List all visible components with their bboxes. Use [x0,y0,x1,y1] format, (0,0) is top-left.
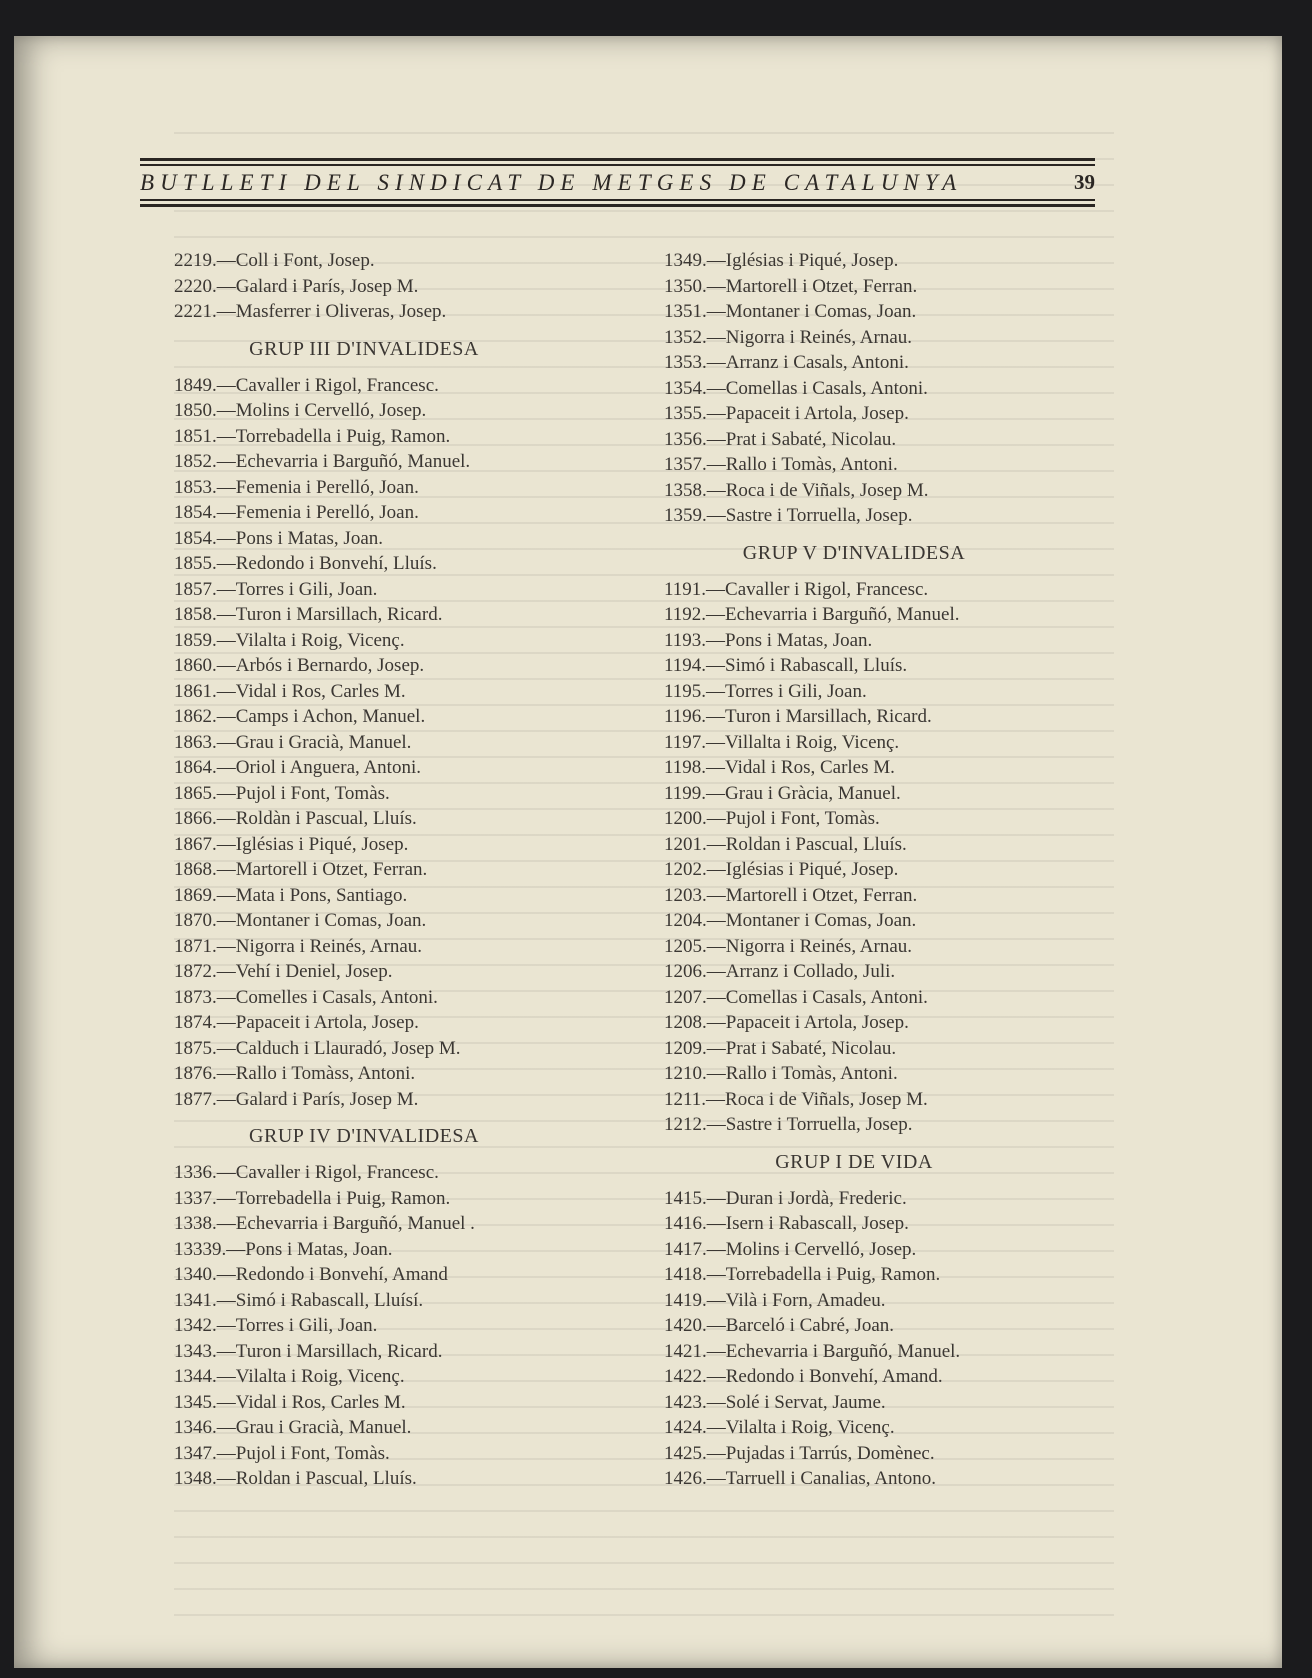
list-item: 1854.—Femenia i Perelló, Joan. [174,502,419,523]
list-item: 1200.—Pujol i Font, Tomàs. [664,808,880,829]
list-item: 1423.—Solé i Servat, Jaume. [664,1391,886,1413]
list-item: 1345.—Vidal i Ros, Carles M. [174,1391,406,1413]
list-item: 1867.—Iglésias i Piqué, Josep. [174,833,409,855]
list-item: 1196.—Turon i Marsillach, Ricard. [664,706,932,727]
list-item: 1203.—Martorell i Otzet, Ferran. [664,884,918,906]
list-item: 1209.—Prat i Sabaté, Nicolau. [664,1037,897,1059]
list-item: 1416.—Isern i Rabascall, Josep. [664,1213,909,1234]
list-item: 1859.—Vilalta i Roig, Vicenç. [174,629,405,651]
list-item: 1192.—Echevarria i Barguñó, Manuel. [664,604,960,625]
section-heading: GRUP V D'INVALIDESA [742,541,966,564]
list-item: 1202.—Iglésias i Piqué, Josep. [664,859,899,880]
list-item: 1194.—Simó i Rabascall, Lluís. [664,655,908,676]
list-item: 1205.—Nigorra i Reinés, Arnau. [664,935,913,957]
list-item: 1860.—Arbós i Bernardo, Josep. [174,655,425,676]
list-item: 1868.—Martorell i Otzet, Ferran. [174,859,428,880]
list-item: 1337.—Torrebadella i Puig, Ramon. [174,1187,451,1209]
list-item: 2221.—Masferrer i Oliveras, Josep. [174,301,447,322]
list-item: 1871.—Nigorra i Reinés, Arnau. [174,935,423,957]
list-item: 1352.—Nigorra i Reinés, Arnau. [664,326,913,348]
list-item: 1199.—Grau i Gràcia, Manuel. [664,782,901,804]
list-item: 1359.—Sastre i Torruella, Josep. [664,505,913,526]
page-number: 39 [1074,170,1095,194]
list-item: 1854.—Pons i Matas, Joan. [174,527,383,549]
list-item: 1340.—Redondo i Bonvehí, Amand [174,1264,448,1285]
header-rule-bottom [140,204,1095,207]
running-header [140,126,1095,216]
list-item: 1342.—Torres i Gili, Joan. [174,1315,378,1336]
list-item: 1421.—Echevarria i Barguñó, Manuel. [664,1340,961,1362]
list-item: 1336.—Cavaller i Rigol, Francesc. [174,1162,439,1183]
list-item: 1849.—Cavaller i Rigol, Francesc. [174,374,439,396]
list-item: 2219.—Coll i Font, Josep. [174,250,375,271]
list-item: 1358.—Roca i de Viñals, Josep M. [664,479,929,501]
list-item: 1861.—Vidal i Ros, Carles M. [174,680,406,702]
section-heading: GRUP I DE VIDA [775,1150,933,1173]
list-item: 1419.—Vilà i Forn, Amadeu. [664,1289,886,1311]
list-item: 1855.—Redondo i Bonvehí, Lluís. [174,553,437,574]
list-item: 1191.—Cavaller i Rigol, Francesc. [664,578,929,600]
list-item: 1211.—Roca i de Viñals, Josep M. [664,1088,928,1110]
list-item: 1198.—Vidal i Ros, Carles M. [664,757,895,778]
list-item: 1347.—Pujol i Font, Tomàs. [174,1442,390,1464]
list-item: 1208.—Papaceit i Artola, Josep. [664,1012,909,1033]
list-item: 1872.—Vehí i Deniel, Josep. [174,961,393,982]
list-item: 1338.—Echevarria i Barguñó, Manuel . [174,1213,475,1234]
list-item: 1866.—Roldàn i Pascual, Lluís. [174,808,417,829]
list-item: 1343.—Turon i Marsillach, Ricard. [174,1340,443,1362]
list-item: 1349.—Iglésias i Piqué, Josep. [664,250,899,271]
list-item: 1354.—Comellas i Casals, Antoni. [664,377,928,399]
book-page [14,36,1282,1668]
list-item: 1876.—Rallo i Tomàss, Antoni. [174,1063,416,1084]
list-item: 1873.—Comelles i Casals, Antoni. [174,986,438,1008]
list-item: 1420.—Barceló i Cabré, Joan. [664,1315,895,1336]
list-item: 1850.—Molins i Cervelló, Josep. [174,400,427,421]
list-item: 1851.—Torrebadella i Puig, Ramon. [174,425,451,447]
list-item: 1875.—Calduch i Llauradó, Josep M. [174,1037,461,1059]
left-column [174,248,644,1492]
list-item: 1877.—Galard i París, Josep M. [174,1088,419,1110]
list-item: 1862.—Camps i Achon, Manuel. [174,706,426,727]
list-item: 1346.—Grau i Gracià, Manuel. [174,1417,412,1438]
list-item: 1193.—Pons i Matas, Joan. [664,629,873,651]
list-item: 1857.—Torres i Gili, Joan. [174,578,378,600]
header-rule-top-thin [140,164,1095,166]
list-item: 1356.—Prat i Sabaté, Nicolau. [664,428,897,450]
list-item: 1357.—Rallo i Tomàs, Antoni. [664,454,898,475]
list-item: 1195.—Torres i Gili, Joan. [664,680,867,702]
list-item: 1204.—Montaner i Comas, Joan. [664,910,917,931]
list-item: 1415.—Duran i Jordà, Frederic. [664,1187,907,1209]
journal-title: BUTLLETI DEL SINDICAT DE METGES DE CATALUNYA [140,170,963,195]
list-item: 1344.—Vilalta i Roig, Vicenç. [174,1366,405,1387]
list-item: 13339.—Pons i Matas, Joan. [174,1238,393,1260]
list-item: 1206.—Arranz i Collado, Juli. [664,961,896,982]
list-item: 1348.—Roldan i Pascual, Lluís. [174,1468,417,1489]
list-item: 1207.—Comellas i Casals, Antoni. [664,986,928,1008]
list-item: 1350.—Martorell i Otzet, Ferran. [664,275,918,297]
list-item: 1351.—Montaner i Comas, Joan. [664,301,917,322]
list-item: 1197.—Villalta i Roig, Vicenç. [664,731,900,753]
list-item: 1201.—Roldan i Pascual, Lluís. [664,833,907,855]
list-item: 1417.—Molins i Cervelló, Josep. [664,1238,917,1260]
header-rule-top [140,158,1095,161]
list-item: 1852.—Echevarria i Barguñó, Manuel. [174,451,471,472]
list-item: 1418.—Torrebadella i Puig, Ramon. [664,1264,941,1285]
list-item: 1869.—Mata i Pons, Santiago. [174,884,408,906]
right-column [664,248,1134,1492]
list-item: 1853.—Femenia i Perelló, Joan. [174,476,419,498]
list-item: 1355.—Papaceit i Artola, Josep. [664,403,909,424]
list-item: 1210.—Rallo i Tomàs, Antoni. [664,1063,898,1084]
section-heading: GRUP III D'INVALIDESA [249,337,479,360]
list-item: 1874.—Papaceit i Artola, Josep. [174,1012,419,1033]
list-item: 1425.—Pujadas i Tarrús, Domènec. [664,1442,935,1464]
list-item: 1341.—Simó i Rabascall, Lluísí. [174,1289,424,1311]
header-rule-bottom-thin [140,199,1095,201]
list-item: 2220.—Galard i París, Josep M. [174,275,419,297]
list-item: 1864.—Oriol i Anguera, Antoni. [174,757,421,778]
list-item: 1863.—Grau i Gracià, Manuel. [174,731,412,753]
list-item: 1212.—Sastre i Torruella, Josep. [664,1114,913,1135]
list-item: 1870.—Montaner i Comas, Joan. [174,910,427,931]
list-item: 1422.—Redondo i Bonvehí, Amand. [664,1366,943,1387]
list-item: 1353.—Arranz i Casals, Antoni. [664,352,909,373]
list-item: 1426.—Tarruell i Canalias, Antono. [664,1468,937,1489]
list-item: 1858.—Turon i Marsillach, Ricard. [174,604,443,625]
list-item: 1865.—Pujol i Font, Tomàs. [174,782,390,804]
section-heading: GRUP IV D'INVALIDESA [249,1125,479,1147]
list-item: 1424.—Vilalta i Roig, Vicenç. [664,1417,895,1438]
